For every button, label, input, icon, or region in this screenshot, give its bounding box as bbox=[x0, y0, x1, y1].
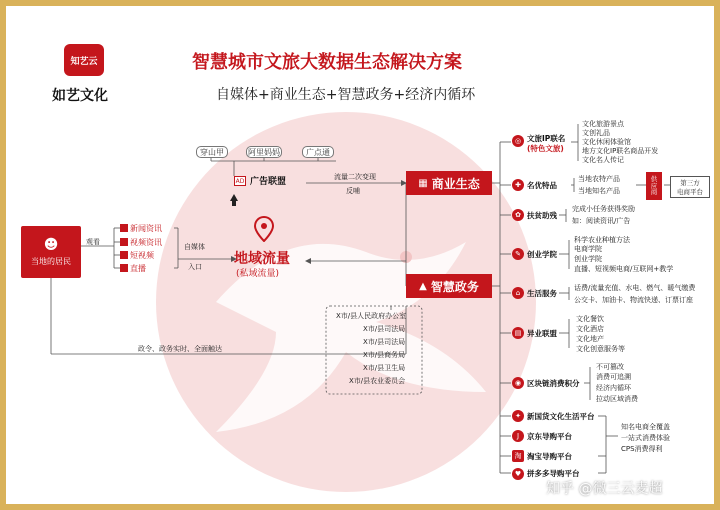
connector-lines bbox=[6, 6, 720, 510]
taobao-icon: 淘 bbox=[512, 450, 524, 462]
entry-label: 入口 bbox=[188, 263, 202, 271]
ip-item-1: 文化旅游景点 bbox=[582, 120, 624, 128]
ad-partner-2: 阿里妈妈 bbox=[248, 147, 280, 157]
news-icon bbox=[120, 224, 128, 232]
poverty-aid-label: 扶贫助残 bbox=[527, 211, 557, 220]
media-short-video: 短视频 bbox=[130, 251, 154, 260]
specialty-item-2: 当地知名产品 bbox=[578, 187, 620, 195]
ad-icon: AD bbox=[235, 177, 245, 185]
poverty-aid-icon: ✿ bbox=[512, 209, 524, 221]
life-service-icon: ⌂ bbox=[512, 287, 524, 299]
ad-partner-1: 穿山甲 bbox=[196, 146, 228, 158]
ip-item-2: 文创礼品 bbox=[582, 129, 610, 137]
traffic-subtitle: (私域流量) bbox=[236, 269, 280, 279]
live-icon bbox=[120, 264, 128, 272]
life-service-label: 生活服务 bbox=[527, 289, 557, 298]
media-news: 新闻资讯 bbox=[130, 224, 162, 233]
resident-box bbox=[21, 226, 81, 278]
specialty-label: 名优特品 bbox=[527, 181, 557, 190]
page-subtitle: 自媒体+商业生态+智慧政务+经济内循环 bbox=[216, 87, 476, 103]
specialty-icon: ✚ bbox=[512, 179, 524, 191]
ip-icon: ◎ bbox=[512, 135, 524, 147]
specialty-item-1: 当地农特产品 bbox=[578, 175, 620, 183]
alliance-item-3: 文化地产 bbox=[576, 335, 604, 343]
person-icon: ☻ bbox=[43, 237, 59, 253]
feedback-label: 反哺 bbox=[346, 187, 360, 195]
academy-item-3: 创业学院 bbox=[574, 255, 602, 263]
business-label: 商业生态 bbox=[431, 176, 480, 191]
academy-label: 创业学院 bbox=[527, 250, 557, 259]
ip-item-3: 文化休闲体验馆 bbox=[582, 138, 631, 146]
media-live: 直播 bbox=[130, 264, 146, 273]
academy-icon: ✎ bbox=[512, 248, 524, 260]
secondary-monetize-label: 流量二次变现 bbox=[334, 173, 376, 181]
supplier-box: 供 应 商 bbox=[646, 172, 662, 200]
blockchain-item-3: 经济内循环 bbox=[596, 384, 631, 392]
poverty-aid-item-1: 完成小任务获得奖励 bbox=[572, 205, 635, 213]
alliance-item-2: 文化酒店 bbox=[576, 325, 604, 333]
gov-person-icon: ▲ bbox=[419, 280, 427, 292]
blockchain-icon: ◉ bbox=[512, 377, 524, 389]
map-pin-icon bbox=[254, 216, 274, 242]
alliance-item-4: 文化创意服务等 bbox=[576, 345, 625, 353]
department-3: X市/县司法局 bbox=[363, 338, 406, 346]
life-service-item-2: 公交卡、加油卡、物流快递、订票订座 bbox=[574, 296, 693, 304]
ip-item-4: 地方文化IP联名商品开发 bbox=[582, 147, 659, 155]
platform-1: 新国货文化生活平台 bbox=[527, 412, 595, 421]
guochao-icon: ✦ bbox=[512, 410, 524, 422]
platform-4: 拼多多导购平台 bbox=[527, 469, 580, 478]
blockchain-label: 区块链消费积分 bbox=[527, 379, 580, 388]
poverty-aid-item-2: 如：阅读资讯/广告 bbox=[572, 217, 631, 225]
traffic-title: 地域流量 bbox=[234, 251, 290, 267]
department-2: X市/县司法局 bbox=[363, 325, 406, 333]
platform-2: 京东导购平台 bbox=[527, 432, 572, 441]
ip-label: 文旅IP联名 bbox=[527, 134, 566, 143]
selfmedia-label: 自媒体 bbox=[184, 243, 205, 251]
academy-item-4: 直播、短视频电商/互联网+教学 bbox=[574, 265, 674, 273]
academy-item-1: 科学农业种植方法 bbox=[574, 236, 630, 244]
department-1: X市/县人民政府办公室 bbox=[336, 312, 407, 320]
brand-calligraphy: 如艺文化 bbox=[52, 88, 108, 104]
business-ecosystem-box bbox=[406, 171, 492, 195]
brand-logo: 知艺云 bbox=[64, 44, 104, 76]
alliance-item-1: 文化餐饮 bbox=[576, 315, 604, 323]
ip-item-5: 文化名人传记 bbox=[582, 156, 624, 164]
source-watermark: 知乎 @微三云麦超 bbox=[546, 481, 663, 497]
platform-right-3: CPS消费得利 bbox=[621, 445, 663, 453]
alliance-icon: ▤ bbox=[512, 327, 524, 339]
platform-3: 淘宝导购平台 bbox=[527, 452, 572, 461]
ad-partner-3: 广点通 bbox=[302, 146, 334, 158]
jd-icon: J bbox=[512, 430, 524, 442]
video-icon bbox=[120, 238, 128, 246]
blockchain-item-4: 拉动区域消费 bbox=[596, 395, 638, 403]
department-5: X市/县卫生局 bbox=[363, 364, 406, 372]
department-4: X市/县商务局 bbox=[363, 351, 406, 359]
department-6: X市/县农业委员会 bbox=[349, 377, 406, 385]
gov-feedback-label: 政令、政务实时、全面触达 bbox=[138, 345, 222, 353]
blockchain-item-2: 消费可追溯 bbox=[596, 373, 631, 381]
academy-item-2: 电商学院 bbox=[574, 245, 602, 253]
pinduoduo-icon: ♥ bbox=[512, 468, 524, 480]
blockchain-item-1: 不可篡改 bbox=[596, 363, 624, 371]
smart-gov-box bbox=[406, 274, 492, 298]
building-icon: ▦ bbox=[418, 177, 428, 189]
ad-alliance-label: 广告联盟 bbox=[250, 177, 287, 187]
platform-right-1: 知名电商全覆盖 bbox=[621, 423, 670, 431]
short-video-icon bbox=[120, 251, 128, 259]
gov-label: 智慧政务 bbox=[430, 279, 479, 294]
watch-label: 观看 bbox=[86, 238, 100, 246]
resident-label: 当地的居民 bbox=[31, 257, 71, 266]
page-title: 智慧城市文旅大数据生态解决方案 bbox=[192, 52, 462, 73]
ip-sublabel: (特色文旅) bbox=[527, 144, 564, 153]
alliance-label: 异业联盟 bbox=[527, 329, 557, 338]
media-video: 视频资讯 bbox=[130, 238, 162, 247]
life-service-item-1: 话费/流量充值、水电、燃气、暖气缴费 bbox=[574, 284, 696, 292]
platform-right-2: 一站式消费体验 bbox=[621, 434, 670, 442]
third-party-ecommerce-box: 第三方 电商平台 bbox=[670, 176, 710, 198]
